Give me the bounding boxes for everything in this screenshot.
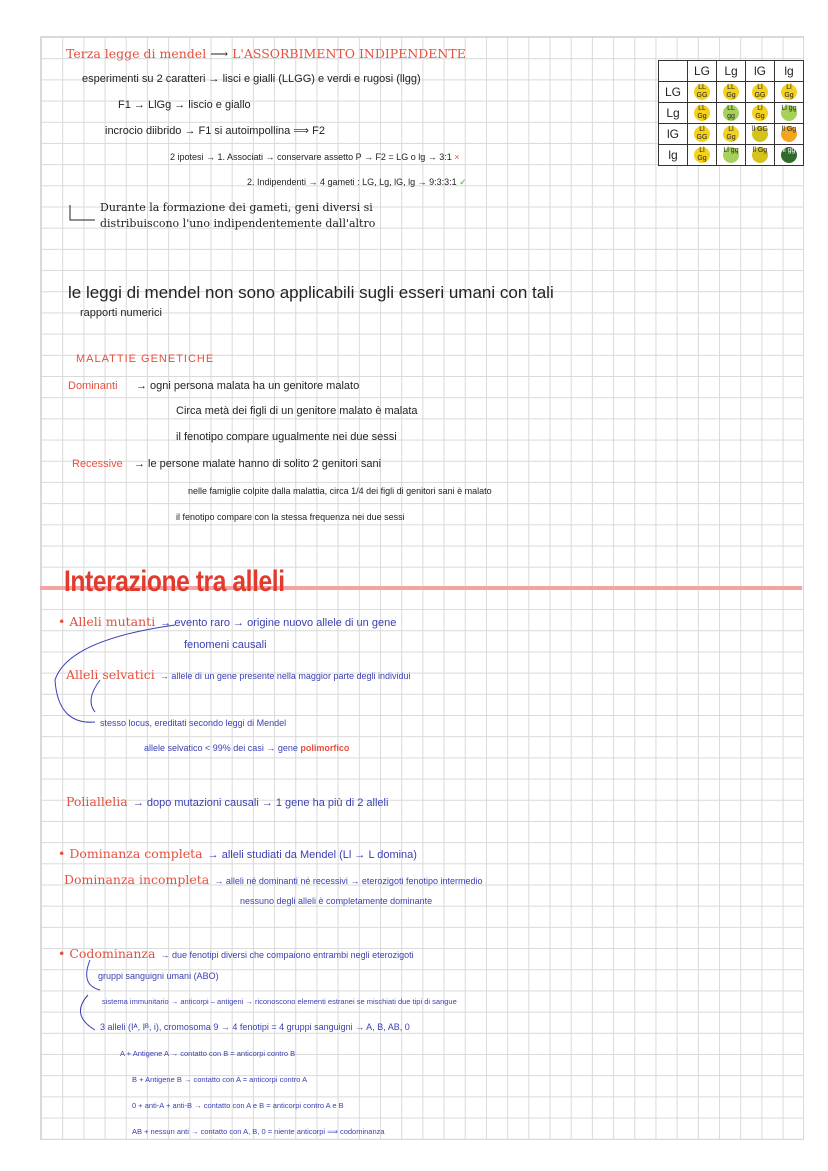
genotype-cell: LL GG [694, 84, 710, 100]
recessive-line: il fenotipo compare con la stessa frequenza nei due sessi [176, 512, 405, 522]
codominance-text: → due fenotipi diversi che compaiono entrambi negli eterozigoti [160, 950, 414, 960]
blood-type-line: AB + nessun anti → contatto con A, B, 0 = niente anticorpi ⟹ codominanza [132, 1127, 385, 1136]
genotype-cell: LL Gg [723, 84, 739, 100]
polyallelia-row [66, 793, 388, 809]
diseases-title: MALATTIE GENETICHE [76, 353, 215, 365]
recessive-label: Recessive [72, 458, 123, 470]
dominant-line: il fenotipo compare ugualmente nei due sessi [176, 431, 397, 443]
recessive-line: nelle famiglie colpite dalla malattia, circa 1/4 dei figli di genitori sani è malato [188, 486, 492, 496]
incomplete-dominance-row [64, 871, 483, 887]
blood-type-line: A + Antigene A → contatto con B = anticorpi contro B [120, 1049, 296, 1058]
recessive-line: → le persone malate hanno di solito 2 genitori sani [134, 458, 382, 470]
punnett-row-label: Lg [659, 103, 688, 124]
mutant-alleles-sub: fenomeni causali [184, 639, 267, 651]
arrow-icon: ⟶ [210, 46, 229, 61]
conclusion-line-2: distribuiscono l'uno indipendentemente dall'altro [100, 217, 376, 230]
blood-groups-line: gruppi sanguigni umani (ABO) [98, 971, 219, 981]
mutant-alleles-label: • Alleli mutanti [58, 614, 156, 629]
genotype-cell: LL Gg [694, 105, 710, 121]
hypothesis-line: 2 ipotesi → 1. Associati → conservare assetto P → F2 = LG o lg → 3:1 × [170, 152, 460, 162]
dominant-line: Circa metà dei figli di un genitore malato è malata [176, 405, 418, 417]
note-line-1: le leggi di mendel non sono applicabili sugli esseri umani con tali [68, 283, 554, 302]
cross-mark-icon: × [454, 152, 460, 162]
section-heading: Interazione tra alleli [64, 565, 285, 598]
codominance-row [58, 945, 414, 961]
wild-alleles-label: Alleli selvatici [66, 667, 155, 682]
codominance-label: • Codominanza [58, 946, 156, 961]
genotype-cell: LL gg [723, 105, 739, 121]
punnett-row-label: lg [659, 145, 688, 166]
conclusion-line-1: Durante la formazione dei gameti, geni diversi si [100, 201, 373, 214]
mutant-alleles-row [58, 613, 396, 629]
genotype-cell: Ll Gg [781, 84, 797, 100]
genotype-cell: Ll GG [752, 84, 768, 100]
incomplete-dominance-label: Dominanza incompleta [64, 872, 210, 887]
punnett-header: LG [688, 61, 717, 82]
section-title: Terza legge di mendel ⟶ L'ASSORBIMENTO INDIPENDENTE [66, 46, 466, 61]
experiment-line: esperimenti su 2 caratteri → lisci e gialli (LLGG) e verdi e rugosi (llgg) [82, 73, 421, 85]
genotype-cell: ll gg [781, 147, 797, 163]
genotype-cell: Ll gg [781, 105, 797, 121]
incomplete-dominance-sub: nessuno degli alleli è completamente dominante [240, 896, 433, 906]
punnett-header: Lg [717, 61, 746, 82]
polymorphic-line: allele selvatico < 99% dei casi → gene polimorfico [144, 743, 350, 753]
genotype-cell: ll Gg [781, 126, 797, 142]
polyallelia-label: Poliallelia [66, 794, 128, 809]
immune-system-line: sistema immunitario → anticorpi – antigeni → riconoscono elementi estranei se mischiati due tipi di sangue [102, 997, 457, 1006]
blood-type-line: B + Antigene B → contatto con A = anticorpi contro A [132, 1075, 308, 1084]
cross-line: incrocio diibrido → F1 si autoimpollina ⟹ F2 [105, 125, 325, 137]
punnett-header: lG [746, 61, 775, 82]
f1-line: F1 → LlGg → liscio e giallo [118, 99, 251, 111]
genotype-cell: Ll gg [723, 147, 739, 163]
genotype-cell: ll Gg [752, 147, 768, 163]
genotype-cell: ll GG [752, 126, 768, 142]
genotype-cell: Ll Gg [723, 126, 739, 142]
dominant-line: → ogni persona malata ha un genitore malato [136, 380, 360, 392]
genotype-cell: Ll Gg [752, 105, 768, 121]
punnett-row-label: lG [659, 124, 688, 145]
check-mark-icon: ✓ [459, 177, 467, 187]
complete-dominance-label: • Dominanza completa [58, 846, 203, 861]
incomplete-dominance-text: → alleli né dominanti né recessivi → eterozigoti fenotipo intermedio [214, 876, 483, 886]
three-alleles-line: 3 alleli (Iᴬ, Iᴮ, i), cromosoma 9 → 4 fenotipi = 4 gruppi sanguigni → A, B, AB, 0 [100, 1022, 410, 1032]
blood-type-line: 0 + anti-A + anti-B → contatto con A e B = anticorpi contro A e B [132, 1101, 344, 1110]
note-line-2: rapporti numerici [80, 307, 162, 319]
wild-alleles-text: → allele di un gene presente nella maggior parte degli individui [159, 671, 411, 681]
dominant-label: Dominanti [68, 380, 118, 392]
locus-line: stesso locus, ereditati secondo leggi di Mendel [100, 718, 287, 728]
complete-dominance-text: → alleli studiati da Mendel (Ll → L domina) [207, 849, 417, 861]
genotype-cell: Ll GG [694, 126, 710, 142]
genotype-cell: Ll Gg [694, 147, 710, 163]
mutant-alleles-text: → evento raro → origine nuovo allele di un gene [160, 617, 397, 629]
polyallelia-text: → dopo mutazioni causali → 1 gene ha più di 2 alleli [132, 797, 389, 809]
punnett-header: lg [775, 61, 804, 82]
independent-line: 2. Indipendenti → 4 gameti : LG, Lg, lG, lg → 9:3:3:1 ✓ [247, 177, 467, 187]
wild-alleles-row [66, 666, 411, 682]
complete-dominance-row [58, 845, 417, 861]
punnett-row-label: LG [659, 82, 688, 103]
